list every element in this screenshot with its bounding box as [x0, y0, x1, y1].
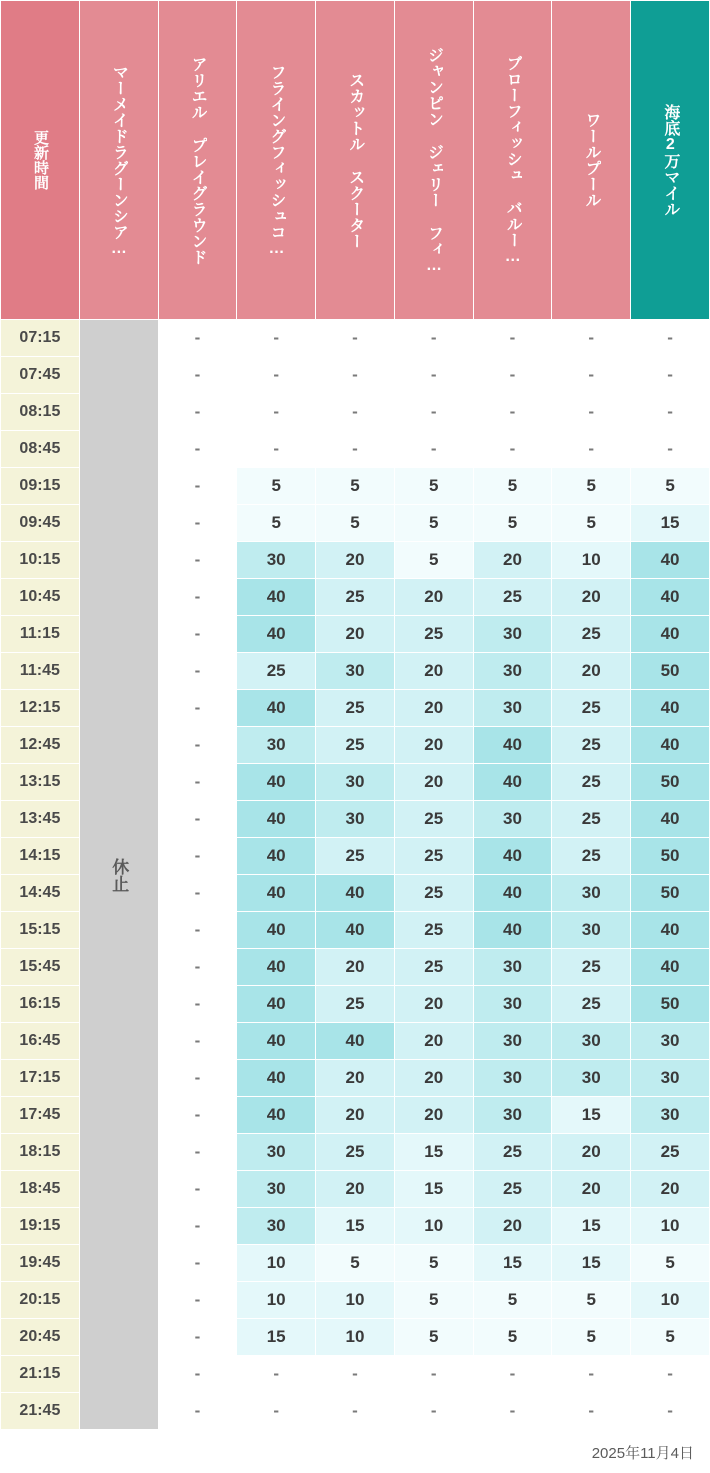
- wait-time-cell: 30: [237, 1208, 316, 1245]
- time-cell: 13:15: [1, 764, 80, 801]
- time-cell: 15:15: [1, 912, 80, 949]
- wait-time-cell: -: [158, 505, 237, 542]
- wait-time-cell: 30: [316, 764, 395, 801]
- wait-time-cell: 40: [631, 912, 710, 949]
- wait-time-cell: -: [473, 357, 552, 394]
- wait-time-cell: 15: [552, 1208, 631, 1245]
- wait-time-cell: 5: [473, 1282, 552, 1319]
- wait-time-cell: -: [631, 1356, 710, 1393]
- wait-time-cell: 30: [552, 1060, 631, 1097]
- column-header-ariel-playground: [158, 1, 237, 320]
- time-cell: 21:45: [1, 1393, 80, 1430]
- wait-time-cell: 25: [316, 1134, 395, 1171]
- wait-time-cell: 5: [394, 1282, 473, 1319]
- wait-time-cell: 10: [394, 1208, 473, 1245]
- time-cell: 18:45: [1, 1171, 80, 1208]
- wait-time-cell: -: [552, 431, 631, 468]
- wait-time-cell: 15: [631, 505, 710, 542]
- table-body: [1, 320, 710, 1430]
- wait-time-cell: 25: [552, 801, 631, 838]
- time-cell: 17:45: [1, 1097, 80, 1134]
- wait-time-cell: 25: [552, 727, 631, 764]
- wait-time-cell: 15: [552, 1097, 631, 1134]
- wait-time-cell: 40: [631, 579, 710, 616]
- wait-time-cell: 40: [316, 912, 395, 949]
- wait-time-cell: 40: [631, 542, 710, 579]
- wait-time-cell: 20: [316, 1097, 395, 1134]
- wait-time-cell: 5: [473, 505, 552, 542]
- column-header-blowfish-balloon: [473, 1, 552, 320]
- column-header-flying-fish: [237, 1, 316, 320]
- wait-time-cell: -: [394, 431, 473, 468]
- wait-time-cell: -: [158, 1356, 237, 1393]
- wait-time-cell: -: [631, 431, 710, 468]
- wait-time-cell: -: [473, 394, 552, 431]
- wait-time-cell: 5: [473, 468, 552, 505]
- wait-time-cell: -: [631, 357, 710, 394]
- wait-time-cell: -: [158, 394, 237, 431]
- wait-time-cell: 10: [237, 1282, 316, 1319]
- wait-time-cell: 25: [316, 579, 395, 616]
- wait-time-cell: 15: [394, 1134, 473, 1171]
- wait-time-cell: 20: [394, 1097, 473, 1134]
- time-cell: 16:45: [1, 1023, 80, 1060]
- wait-time-cell: -: [158, 986, 237, 1023]
- wait-time-cell: -: [158, 690, 237, 727]
- wait-time-cell: -: [316, 1393, 395, 1430]
- wait-time-cell: 30: [473, 949, 552, 986]
- wait-time-cell: 5: [316, 1245, 395, 1282]
- time-cell: 20:15: [1, 1282, 80, 1319]
- column-header-time-label: 更新時間: [32, 130, 50, 190]
- wait-time-cell: 20: [552, 1134, 631, 1171]
- wait-time-cell: -: [552, 394, 631, 431]
- wait-time-cell: 20: [394, 690, 473, 727]
- wait-time-cell: 40: [237, 764, 316, 801]
- wait-time-cell: 20: [473, 542, 552, 579]
- wait-time-cell: 40: [237, 986, 316, 1023]
- wait-time-cell: -: [158, 320, 237, 357]
- time-cell: 09:45: [1, 505, 80, 542]
- wait-time-cell: -: [631, 320, 710, 357]
- column-header-label: 海底2万マイル: [661, 103, 679, 217]
- wait-time-cell: 40: [237, 690, 316, 727]
- wait-time-cell: 30: [631, 1023, 710, 1060]
- wait-time-cell: 10: [316, 1319, 395, 1356]
- wait-time-cell: 25: [552, 690, 631, 727]
- wait-time-cell: 40: [631, 949, 710, 986]
- wait-time-cell: 5: [552, 468, 631, 505]
- wait-time-cell: 25: [552, 616, 631, 653]
- wait-time-cell: 25: [473, 579, 552, 616]
- wait-time-cell: 40: [237, 838, 316, 875]
- wait-time-cell: 20: [552, 579, 631, 616]
- wait-time-cell: 5: [552, 1319, 631, 1356]
- wait-time-cell: 30: [316, 653, 395, 690]
- wait-time-cell: 25: [237, 653, 316, 690]
- wait-time-cell: -: [158, 1245, 237, 1282]
- wait-time-cell: 25: [631, 1134, 710, 1171]
- wait-time-cell: 40: [473, 727, 552, 764]
- wait-time-cell: 30: [473, 1023, 552, 1060]
- wait-time-cell: -: [394, 394, 473, 431]
- wait-time-cell: -: [552, 357, 631, 394]
- wait-time-cell: 5: [237, 505, 316, 542]
- time-cell: 13:45: [1, 801, 80, 838]
- wait-time-cell: -: [158, 1171, 237, 1208]
- wait-time-cell: 50: [631, 764, 710, 801]
- wait-time-cell: 30: [552, 1023, 631, 1060]
- wait-time-cell: -: [158, 1134, 237, 1171]
- wait-time-cell: 5: [631, 1319, 710, 1356]
- wait-time-cell: -: [552, 1393, 631, 1430]
- wait-time-cell: 40: [237, 1060, 316, 1097]
- time-cell: 17:15: [1, 1060, 80, 1097]
- wait-time-cell: -: [552, 1356, 631, 1393]
- time-cell: 15:45: [1, 949, 80, 986]
- wait-time-cell: -: [237, 1393, 316, 1430]
- wait-time-cell: -: [473, 1356, 552, 1393]
- wait-time-cell: 30: [237, 542, 316, 579]
- time-cell: 16:15: [1, 986, 80, 1023]
- wait-time-cell: 25: [394, 801, 473, 838]
- wait-time-cell: -: [158, 727, 237, 764]
- wait-time-cell: -: [473, 1393, 552, 1430]
- wait-time-cell: -: [394, 1393, 473, 1430]
- table-header: [1, 1, 710, 320]
- wait-time-cell: 15: [394, 1171, 473, 1208]
- wait-time-cell: -: [158, 949, 237, 986]
- wait-time-cell: -: [158, 542, 237, 579]
- time-cell: 11:45: [1, 653, 80, 690]
- wait-time-cell: 5: [316, 468, 395, 505]
- time-cell: 10:45: [1, 579, 80, 616]
- wait-time-cell: 40: [316, 1023, 395, 1060]
- wait-time-cell: 25: [316, 838, 395, 875]
- wait-time-cell: 20: [394, 1023, 473, 1060]
- wait-time-cell: 30: [473, 690, 552, 727]
- wait-time-cell: -: [394, 1356, 473, 1393]
- wait-time-cell: -: [158, 1319, 237, 1356]
- wait-time-cell: 20: [394, 727, 473, 764]
- wait-time-cell: -: [158, 1023, 237, 1060]
- wait-time-cell: 30: [237, 1171, 316, 1208]
- wait-time-cell: -: [316, 1356, 395, 1393]
- wait-time-cell: 40: [631, 727, 710, 764]
- wait-time-cell: 5: [552, 505, 631, 542]
- wait-time-cell: 5: [473, 1319, 552, 1356]
- header-row: [1, 1, 710, 320]
- wait-time-cell: 25: [316, 690, 395, 727]
- wait-time-cell: -: [237, 357, 316, 394]
- column-header-mermaid-lagoon: [79, 1, 158, 320]
- wait-time-cell: 30: [237, 727, 316, 764]
- column-header-label: ブローフィッシュ バルー…: [504, 55, 522, 265]
- time-cell: 20:45: [1, 1319, 80, 1356]
- wait-time-cell: -: [631, 394, 710, 431]
- column-header-label: ワールプール: [583, 112, 600, 208]
- wait-time-cell: 15: [316, 1208, 395, 1245]
- wait-time-cell: 20: [631, 1171, 710, 1208]
- wait-time-cell: 5: [394, 1245, 473, 1282]
- wait-time-cell: 40: [237, 801, 316, 838]
- wait-time-cell: 20: [394, 1060, 473, 1097]
- wait-time-cell: 10: [316, 1282, 395, 1319]
- time-cell: 14:45: [1, 875, 80, 912]
- wait-time-cell: 5: [394, 542, 473, 579]
- wait-time-cell: 30: [552, 912, 631, 949]
- wait-time-cell: -: [158, 616, 237, 653]
- wait-time-cell: 40: [473, 912, 552, 949]
- wait-time-cell: 40: [631, 801, 710, 838]
- time-cell: 08:15: [1, 394, 80, 431]
- wait-time-cell: 20: [316, 949, 395, 986]
- wait-time-cell: -: [158, 838, 237, 875]
- wait-time-cell: -: [316, 357, 395, 394]
- wait-time-cell: 30: [552, 875, 631, 912]
- wait-time-cell: -: [158, 1097, 237, 1134]
- wait-time-cell: 10: [237, 1245, 316, 1282]
- wait-time-cell: 25: [473, 1171, 552, 1208]
- wait-time-cell: -: [158, 764, 237, 801]
- wait-time-cell: 30: [237, 1134, 316, 1171]
- time-cell: 12:45: [1, 727, 80, 764]
- table-row: [1, 320, 710, 357]
- wait-time-cell: 5: [552, 1282, 631, 1319]
- wait-time-cell: 25: [473, 1134, 552, 1171]
- wait-time-cell: 20: [552, 1171, 631, 1208]
- wait-time-cell: -: [158, 431, 237, 468]
- column-header-whirlpool: [552, 1, 631, 320]
- column-header-20000-leagues: [631, 1, 710, 320]
- column-header-label: フライングフィッシュコ…: [267, 63, 285, 257]
- wait-time-cell: -: [237, 320, 316, 357]
- wait-time-cell: -: [316, 431, 395, 468]
- wait-time-cell: -: [473, 320, 552, 357]
- time-cell: 19:15: [1, 1208, 80, 1245]
- wait-time-cell: 25: [394, 875, 473, 912]
- wait-time-cell: 40: [237, 912, 316, 949]
- wait-time-cell: 50: [631, 838, 710, 875]
- wait-time-cell: 50: [631, 875, 710, 912]
- wait-time-cell: 40: [631, 616, 710, 653]
- wait-time-cell: 40: [237, 875, 316, 912]
- wait-time-cell: 20: [473, 1208, 552, 1245]
- column-header-label: マーメイドラグーンシア…: [110, 63, 128, 257]
- wait-time-cell: 30: [473, 1060, 552, 1097]
- wait-time-cell: 40: [237, 949, 316, 986]
- wait-time-cell: 40: [473, 875, 552, 912]
- wait-time-cell: -: [158, 912, 237, 949]
- column-header-jumpin-jellyfish: [394, 1, 473, 320]
- wait-time-cell: 25: [394, 912, 473, 949]
- wait-time-cell: -: [158, 875, 237, 912]
- closed-status-cell: 休止: [79, 320, 158, 1430]
- column-header-label: アリエル プレイグラウンド: [189, 55, 207, 265]
- wait-time-cell: 25: [552, 986, 631, 1023]
- wait-time-cell: 5: [394, 468, 473, 505]
- wait-time-cell: 15: [552, 1245, 631, 1282]
- wait-time-cell: 30: [473, 801, 552, 838]
- wait-time-cell: 40: [316, 875, 395, 912]
- wait-time-cell: 40: [237, 616, 316, 653]
- column-header-label: スカットル スクーター: [346, 71, 364, 249]
- time-cell: 21:15: [1, 1356, 80, 1393]
- column-header-scuttle-scooter: [316, 1, 395, 320]
- wait-time-cell: 5: [631, 468, 710, 505]
- wait-time-cell: 25: [552, 764, 631, 801]
- time-cell: 19:45: [1, 1245, 80, 1282]
- wait-time-cell: -: [237, 431, 316, 468]
- wait-time-cell: 10: [631, 1282, 710, 1319]
- wait-time-cell: 15: [473, 1245, 552, 1282]
- wait-time-cell: 25: [552, 949, 631, 986]
- wait-time-cell: 10: [552, 542, 631, 579]
- time-cell: 08:45: [1, 431, 80, 468]
- wait-time-cell: 5: [631, 1245, 710, 1282]
- wait-time-cell: 20: [394, 986, 473, 1023]
- wait-time-cell: 30: [473, 616, 552, 653]
- wait-time-cell: -: [158, 1208, 237, 1245]
- wait-time-cell: -: [158, 1060, 237, 1097]
- time-cell: 18:15: [1, 1134, 80, 1171]
- wait-time-cell: -: [316, 320, 395, 357]
- wait-time-cell: 25: [394, 616, 473, 653]
- wait-time-cell: -: [158, 357, 237, 394]
- wait-time-cell: 20: [394, 579, 473, 616]
- wait-time-cell: 30: [473, 986, 552, 1023]
- wait-time-cell: -: [394, 320, 473, 357]
- wait-time-cell: -: [158, 653, 237, 690]
- wait-time-cell: 40: [237, 1023, 316, 1060]
- wait-time-cell: 20: [394, 764, 473, 801]
- wait-time-cell: 50: [631, 653, 710, 690]
- wait-time-cell: 25: [394, 949, 473, 986]
- time-cell: 14:15: [1, 838, 80, 875]
- wait-time-cell: 30: [316, 801, 395, 838]
- wait-time-cell: 5: [237, 468, 316, 505]
- wait-time-cell: 30: [473, 1097, 552, 1134]
- column-header-time: [1, 1, 80, 320]
- wait-time-cell: 5: [316, 505, 395, 542]
- wait-time-cell: 15: [237, 1319, 316, 1356]
- wait-time-cell: 25: [394, 838, 473, 875]
- wait-time-cell: 20: [316, 542, 395, 579]
- wait-time-cell: -: [158, 801, 237, 838]
- wait-time-cell: -: [473, 431, 552, 468]
- wait-time-cell: 40: [631, 690, 710, 727]
- wait-time-cell: -: [158, 1282, 237, 1319]
- wait-time-cell: 30: [631, 1060, 710, 1097]
- wait-time-cell: -: [316, 394, 395, 431]
- wait-time-cell: 50: [631, 986, 710, 1023]
- wait-time-cell: 5: [394, 505, 473, 542]
- time-cell: 09:15: [1, 468, 80, 505]
- wait-time-cell: 25: [316, 727, 395, 764]
- wait-time-cell: 40: [237, 1097, 316, 1134]
- footer-date: 2025年11月4日: [591, 1445, 694, 1462]
- wait-time-cell: 20: [316, 1171, 395, 1208]
- time-cell: 07:15: [1, 320, 80, 357]
- wait-time-cell: 20: [394, 653, 473, 690]
- wait-time-cell: 25: [552, 838, 631, 875]
- wait-time-cell: 40: [473, 838, 552, 875]
- time-cell: 11:15: [1, 616, 80, 653]
- time-cell: 12:15: [1, 690, 80, 727]
- wait-time-cell: -: [158, 468, 237, 505]
- wait-time-cell: 10: [631, 1208, 710, 1245]
- column-header-label: ジャンピン ジェリー フィ…: [425, 46, 443, 274]
- wait-time-cell: -: [158, 579, 237, 616]
- wait-time-cell: 40: [473, 764, 552, 801]
- wait-time-cell: 20: [316, 616, 395, 653]
- wait-time-cell: 40: [237, 579, 316, 616]
- wait-time-cell: 20: [552, 653, 631, 690]
- wait-time-cell: -: [631, 1393, 710, 1430]
- wait-time-cell: 5: [394, 1319, 473, 1356]
- wait-time-cell: 30: [631, 1097, 710, 1134]
- wait-time-cell: 25: [316, 986, 395, 1023]
- wait-time-cell: -: [237, 394, 316, 431]
- wait-time-cell: -: [237, 1356, 316, 1393]
- time-cell: 07:45: [1, 357, 80, 394]
- wait-time-cell: -: [158, 1393, 237, 1430]
- wait-time-cell: -: [394, 357, 473, 394]
- wait-time-cell: 20: [316, 1060, 395, 1097]
- wait-time-cell: -: [552, 320, 631, 357]
- wait-time-cell: 30: [473, 653, 552, 690]
- time-cell: 10:15: [1, 542, 80, 579]
